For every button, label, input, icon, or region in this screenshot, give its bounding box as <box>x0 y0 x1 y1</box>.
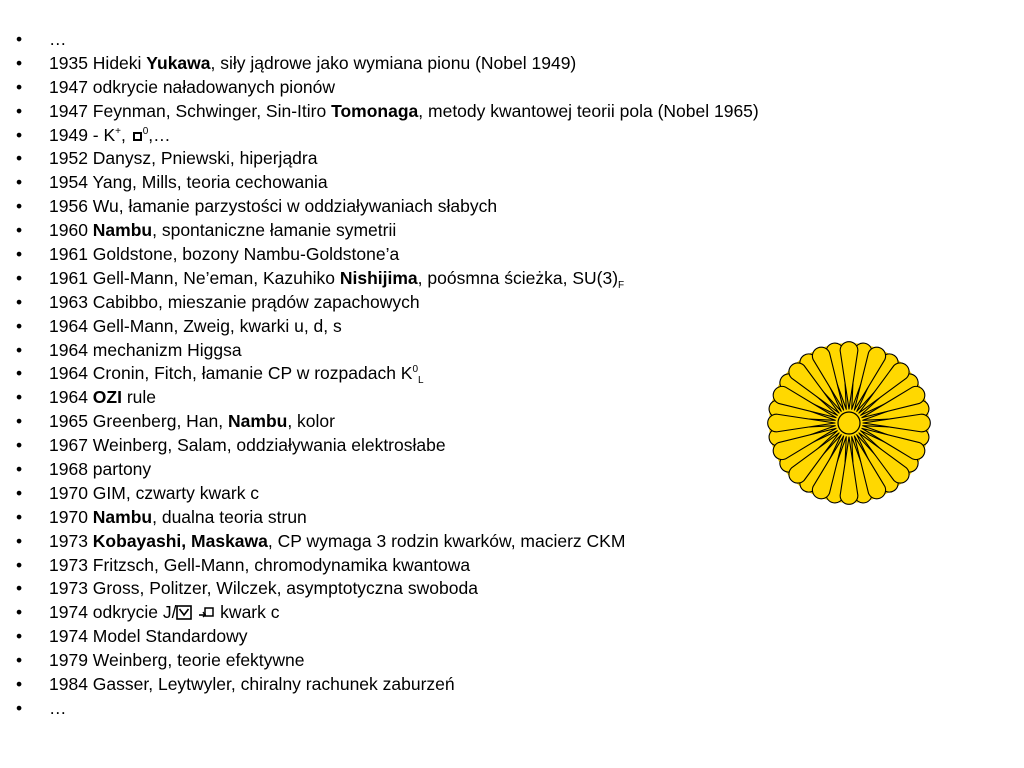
timeline-item-text <box>49 170 328 194</box>
timeline-item-text <box>49 314 342 338</box>
item-text-run: … <box>49 697 67 718</box>
bullet-marker: • <box>16 148 23 169</box>
item-text-run: 1968 partony <box>49 459 152 480</box>
item-text-run: 1954 Yang, Mills, teoria cechowania <box>49 172 328 193</box>
item-text-run: 1970 GIM, czwarty kwark c <box>49 482 260 503</box>
arrow-glyph-icon <box>197 605 215 620</box>
item-text-run: 1961 Goldstone, bozony Nambu-Goldstone’a <box>49 244 400 265</box>
item-text-run: , dualna teoria strun <box>152 506 307 527</box>
item-text-run: 1974 odkrycie J/ <box>49 602 177 623</box>
bullet-marker: • <box>16 124 23 145</box>
item-text-run: 1960 <box>49 220 93 241</box>
bullet-marker: • <box>16 530 23 551</box>
item-text-run: ,… <box>148 124 171 145</box>
timeline-item-text <box>49 696 67 720</box>
timeline-item-text <box>49 553 470 577</box>
bullet-marker: • <box>16 363 23 384</box>
superscript-text: + <box>115 125 121 137</box>
item-text-run: 1964 Cronin, Fitch, łamanie CP w rozpadach K <box>49 363 413 384</box>
timeline-item-text <box>49 51 576 75</box>
bullet-marker: • <box>16 459 23 480</box>
item-text-run: , spontaniczne łamanie symetrii <box>152 220 397 241</box>
item-text-run: 1973 <box>49 530 93 551</box>
item-text-run: 1963 Cabibbo, mieszanie prądów zapachowych <box>49 291 420 312</box>
timeline-item-text <box>49 457 151 481</box>
bold-name-text: Nambu <box>92 220 153 241</box>
superscript-text: 0 <box>412 364 419 376</box>
item-text-run: 1967 Weinberg, Salam, oddziaływania elektrosłabe <box>49 435 446 456</box>
item-text-run: 1964 Gell-Mann, Zweig, kwarki u, d, s <box>49 315 342 336</box>
bullet-marker: • <box>16 578 23 599</box>
bullet-marker: • <box>16 506 23 527</box>
item-text-run: 1984 Gasser, Leytwyler, chiralny rachunek zaburzeń <box>49 674 455 695</box>
timeline-item-text <box>49 624 247 648</box>
item-text-run: 1949 - K <box>49 124 116 145</box>
timeline-item-text <box>49 290 420 314</box>
subscript-text: L <box>418 375 424 387</box>
item-text-run: rule <box>121 387 157 408</box>
bullet-marker: • <box>16 411 23 432</box>
bullet-marker: • <box>16 482 23 503</box>
item-text-run: 1979 Weinberg, teorie efektywne <box>49 650 305 671</box>
bullet-marker: • <box>16 100 23 121</box>
bullet-marker: • <box>16 29 23 49</box>
item-text-run: 1973 Gross, Politzer, Wilczek, asymptotyczna swoboda <box>49 578 478 599</box>
timeline-item-text <box>49 409 335 433</box>
timeline-item-text <box>49 433 446 457</box>
timeline-item-text <box>49 505 307 529</box>
timeline-item-text <box>49 672 455 696</box>
bold-name-text: Yukawa <box>146 52 211 73</box>
item-text-run: , siły jądrowe jako wymiana pionu (Nobel 1949) <box>210 52 577 73</box>
bullet-marker: • <box>16 172 23 193</box>
bullet-marker: • <box>16 52 23 73</box>
timeline-item-text <box>49 338 242 362</box>
bullet-marker: • <box>16 697 23 718</box>
item-text-run: , metody kwantowej teorii pola (Nobel 1965) <box>418 100 759 121</box>
item-text-run: 1974 Model Standardowy <box>49 626 248 647</box>
item-text-run: 1935 Hideki <box>49 52 147 73</box>
bullet-marker: • <box>16 626 23 647</box>
timeline-item-text <box>49 123 171 147</box>
timeline-item-text <box>49 266 624 290</box>
item-text-run: , <box>121 124 131 145</box>
timeline-item-text <box>49 146 317 170</box>
item-text-run: 1964 <box>49 387 93 408</box>
timeline-item-text <box>49 600 280 624</box>
timeline-item-text <box>49 194 497 218</box>
timeline-item-text <box>49 27 67 51</box>
superscript-text: 0 <box>142 125 149 137</box>
bullet-marker: • <box>16 220 23 241</box>
bullet-marker: • <box>16 435 23 456</box>
timeline-item-text <box>49 576 478 600</box>
bold-name-text: Nambu <box>92 506 153 527</box>
bullet-marker: • <box>16 674 23 695</box>
bold-name-text: Nishijima <box>339 267 418 288</box>
bold-name-text: Tomonaga <box>331 100 419 121</box>
emblem-center <box>838 412 860 434</box>
bullet-marker: • <box>16 315 23 336</box>
box-glyph-icon <box>133 132 142 141</box>
item-text-run: … <box>49 29 67 49</box>
chrysanthemum-emblem-icon <box>762 336 936 510</box>
timeline-item-text <box>49 218 396 242</box>
item-text-run: , kolor <box>287 411 335 432</box>
timeline-item-text <box>49 385 156 409</box>
bold-name-text: OZI <box>92 387 122 408</box>
timeline-item-text <box>49 75 335 99</box>
bullet-marker: • <box>16 650 23 671</box>
timeline-item-text <box>49 242 399 266</box>
timeline-item-text <box>49 481 259 505</box>
bullet-marker: • <box>16 76 23 97</box>
psi-glyph-icon <box>176 605 192 620</box>
item-text-run: 1973 Fritzsch, Gell-Mann, chromodynamika kwantowa <box>49 554 471 575</box>
bullet-marker: • <box>16 602 23 623</box>
item-text-run: 1956 Wu, łamanie parzystości w oddziaływaniach słabych <box>49 196 498 217</box>
item-text-run: 1961 Gell-Mann, Ne’eman, Kazuhiko <box>49 267 340 288</box>
subscript-text: F <box>618 279 625 291</box>
timeline-item-text <box>49 99 759 123</box>
timeline-item-text <box>49 361 424 385</box>
item-text-run: 1970 <box>49 506 93 527</box>
bullet-marker: • <box>16 387 23 408</box>
bullet-marker: • <box>16 554 23 575</box>
item-text-run: , CP wymaga 3 rodzin kwarków, macierz CKM <box>267 530 626 551</box>
bullet-marker: • <box>16 339 23 360</box>
item-text-run: kwark c <box>215 602 280 623</box>
item-text-run: 1947 odkrycie naładowanych pionów <box>49 76 336 97</box>
item-text-run: 1964 mechanizm Higgsa <box>49 339 242 360</box>
item-text-run: 1965 Greenberg, Han, <box>49 411 229 432</box>
item-text-run: 1952 Danysz, Pniewski, hiperjądra <box>49 148 318 169</box>
bullet-marker: • <box>16 244 23 265</box>
timeline-item-text <box>49 648 305 672</box>
bullet-marker: • <box>16 196 23 217</box>
bold-name-text: Nambu <box>228 411 288 432</box>
bullet-marker: • <box>16 291 23 312</box>
bullet-marker: • <box>16 267 23 288</box>
item-text-run: , poósmna ścieżka, SU(3) <box>417 267 619 288</box>
timeline-item-text <box>49 529 625 553</box>
item-text-run: 1947 Feynman, Schwinger, Sin-Itiro <box>49 100 332 121</box>
bold-name-text: Kobayashi, Maskawa <box>92 530 268 551</box>
